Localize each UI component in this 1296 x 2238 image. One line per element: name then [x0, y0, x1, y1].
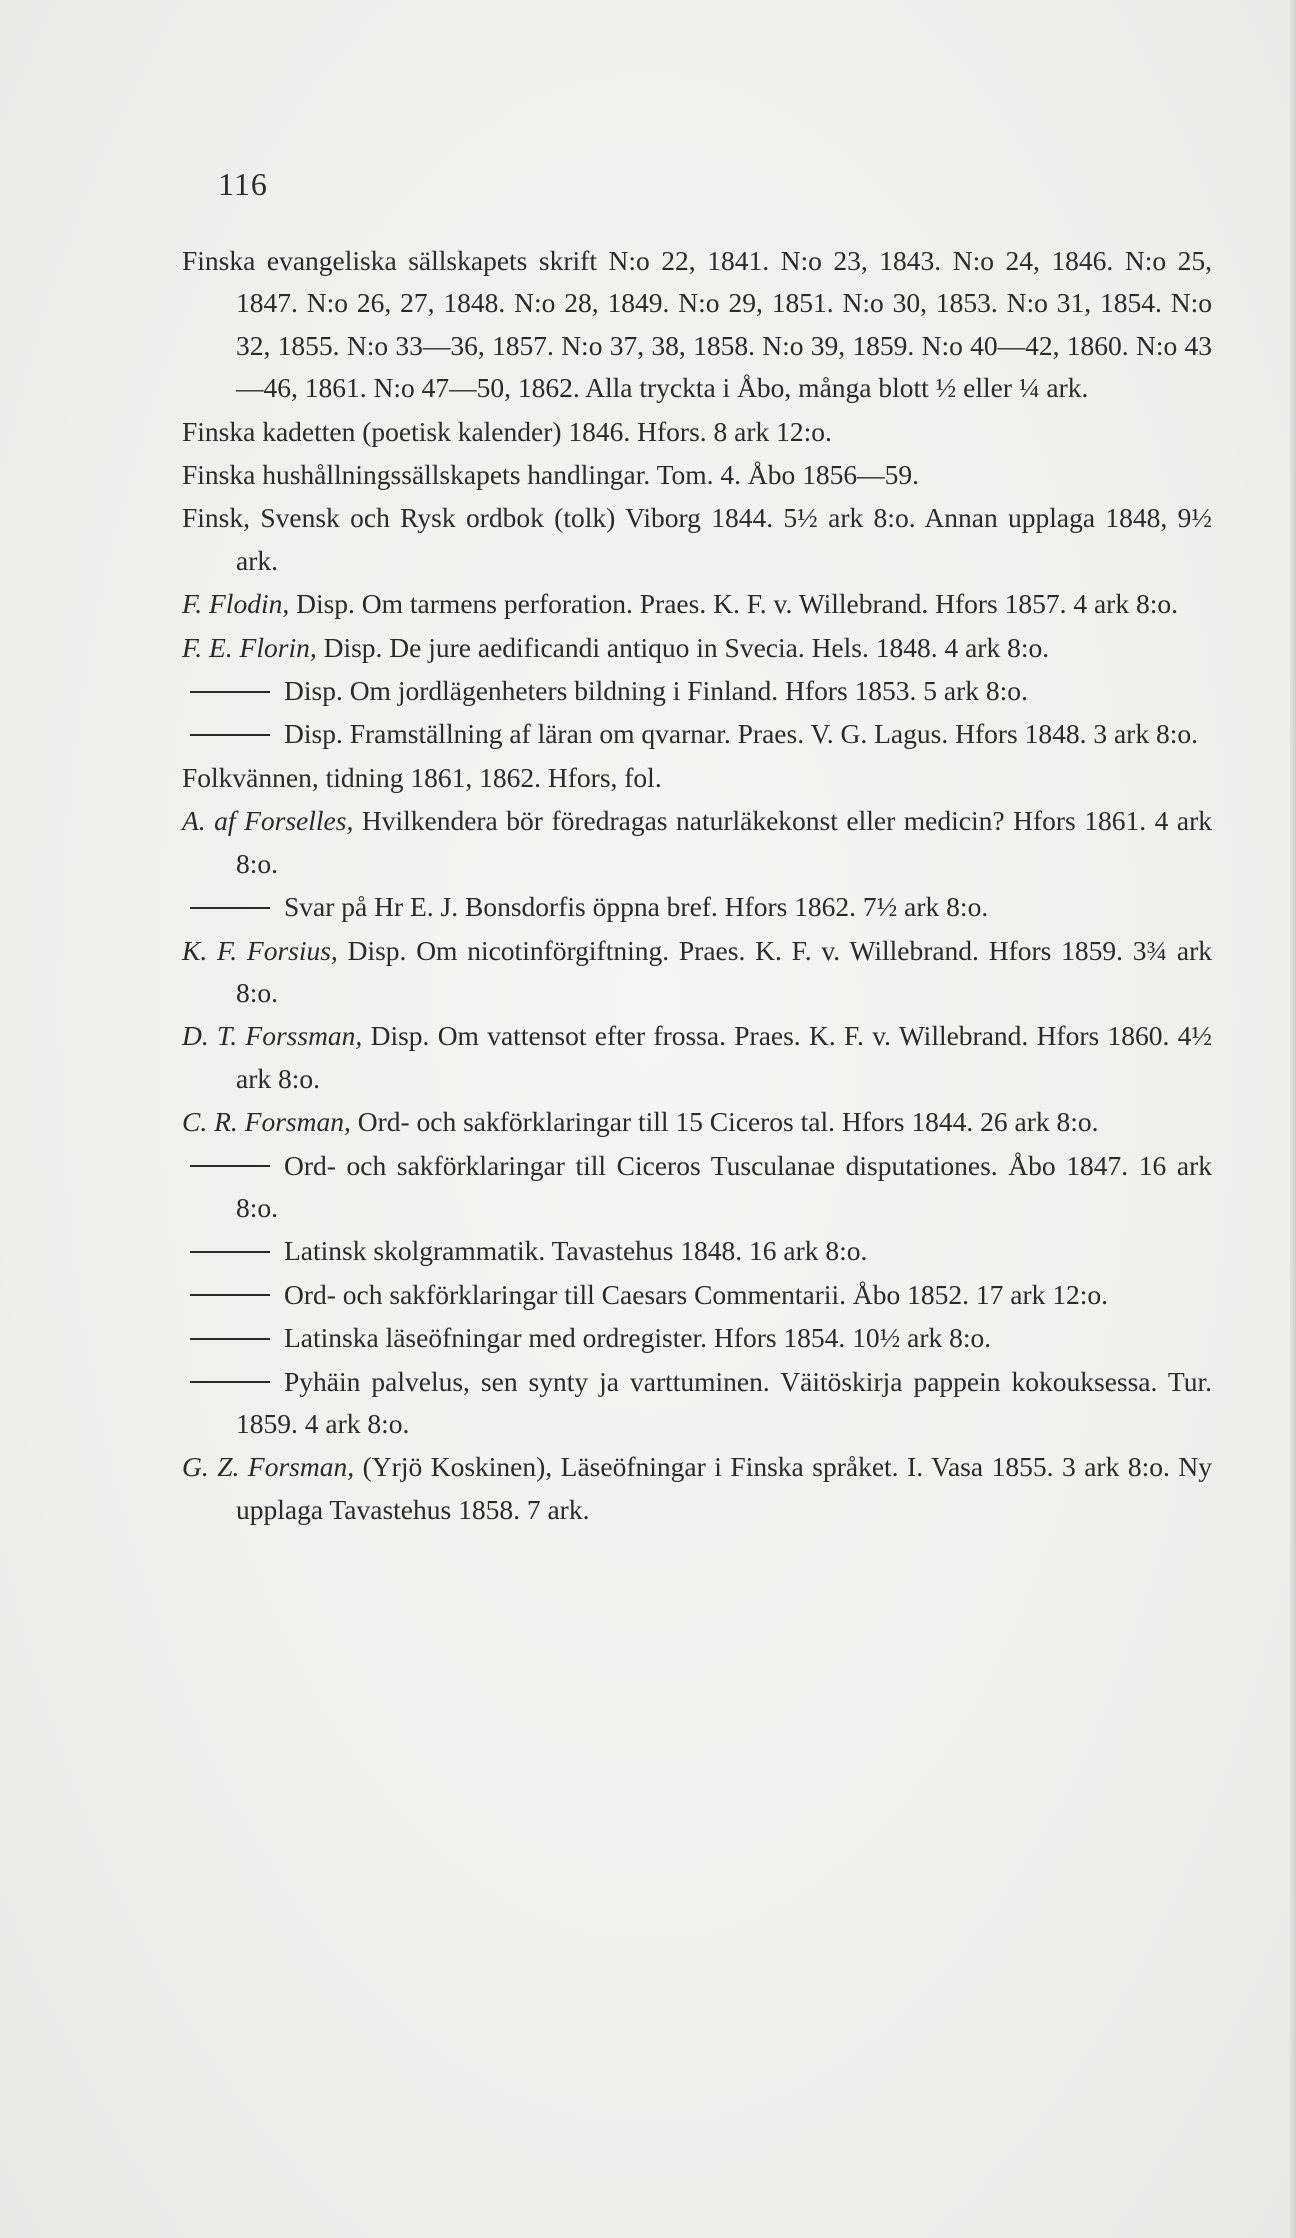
bibliography-entry — [182, 1446, 1212, 1531]
bibliography-entry — [182, 930, 1212, 1015]
entry-text: Ord- och sakförklaringar till Ciceros Tusculanae disputationes. Åbo 1847. 16 ark 8:o. — [236, 1149, 1212, 1223]
bibliography-entry — [182, 627, 1212, 669]
bibliography-entry — [182, 713, 1212, 755]
entry-text: Finska kadetten (poetisk kalender) 1846. Hfors. 8 ark 12:o. — [182, 415, 832, 447]
entry-text: Latinsk skolgrammatik. Tavastehus 1848. 16 ark 8:o. — [284, 1235, 868, 1267]
entry-author: C. R. Forsman, — [182, 1106, 351, 1138]
bibliography-entry — [182, 240, 1212, 410]
entry-text: Svar på Hr E. J. Bonsdorfis öppna bref. Hfors 1862. 7½ ark 8:o. — [284, 891, 989, 923]
entry-text: Disp. De jure aedificandi antiquo in Svecia. Hels. 1848. 4 ark 8:o. — [323, 631, 1050, 663]
ditto-dash — [190, 1165, 270, 1167]
entry-text: Disp. Om tarmens perforation. Praes. K. F. v. Willebrand. Hfors 1857. 4 ark 8:o. — [296, 588, 1178, 620]
bibliography-entry — [182, 886, 1212, 928]
page-number: 116 — [218, 166, 268, 202]
entry-text: Disp. Framställning af läran om qvarnar. Praes. V. G. Lagus. Hfors 1848. 3 ark 8:o. — [284, 718, 1198, 750]
entry-author: F. E. Florin, — [182, 631, 317, 663]
entry-text: Hvilkendera bör föredragas naturläkekonst eller medicin? Hfors 1861. 4 ark 8:o. — [236, 805, 1212, 879]
entry-author: A. af Forselles, — [182, 805, 354, 837]
bibliography-entry — [182, 1230, 1212, 1272]
entry-text: Folkvännen, tidning 1861, 1862. Hfors, fol. — [182, 761, 662, 793]
bibliography-list — [182, 240, 1212, 1532]
entry-text: Latinska läseöfningar med ordregister. Hfors 1854. 10½ ark 8:o. — [284, 1322, 992, 1354]
bibliography-entry — [182, 670, 1212, 712]
entry-text: (Yrjö Koskinen), Läseöfningar i Finska språket. I. Vasa 1855. 3 ark 8:o. Ny upplaga Tavastehus 1858. 7 ark. — [236, 1451, 1212, 1525]
bibliography-entry — [182, 1361, 1212, 1446]
bibliography-entry — [182, 800, 1212, 885]
entry-text: Ord- och sakförklaringar till 15 Ciceros tal. Hfors 1844. 26 ark 8:o. — [357, 1106, 1099, 1138]
ditto-dash — [190, 734, 270, 736]
ditto-dash — [190, 1381, 270, 1383]
bibliography-entry — [182, 411, 1212, 453]
entry-text: Pyhäin palvelus, sen synty ja varttuminen. Väitöskirja pappein kokouksessa. Tur. 1859. 4 ark 8:o. — [236, 1365, 1212, 1439]
entry-text: Disp. Om vattensot efter frossa. Praes. K. F. v. Willebrand. Hfors 1860. 4½ ark 8:o. — [236, 1020, 1212, 1094]
bibliography-entry — [182, 757, 1212, 799]
entry-text: Finska evangeliska sällskapets skrift N:o 22, 1841. N:o 23, 1843. N:o 24, 1846. N:o 25, 1847. N:o 26, 27, 1848. N:o 28, 1849. N:o 29, 1851. N:o 30, 1853. N:o 31, 1854. N:o 32, 1855. N:o 33—36, 1857. N:o 37, 38, 1858. N:o 39, 1859. N:o 40—42, 1860. N:o 43—46, 1861. N:o 47—50, 1862. Alla tryckta i Åbo, många blott ½ eller ¼ ark. — [182, 245, 1212, 404]
ditto-dash — [190, 1294, 270, 1296]
entry-author: F. Flodin, — [182, 588, 290, 620]
entry-text: Finska hushållningssällskapets handlingar. Tom. 4. Åbo 1856—59. — [182, 459, 919, 491]
bibliography-entry — [182, 1145, 1212, 1230]
bibliography-entry — [182, 583, 1212, 625]
bibliography-entry — [182, 1274, 1212, 1316]
entry-author: D. T. Forssman, — [182, 1020, 363, 1052]
ditto-dash — [190, 1338, 270, 1340]
ditto-dash — [190, 907, 270, 909]
bibliography-entry — [182, 1101, 1212, 1143]
entry-author: G. Z. Forsman, — [182, 1451, 355, 1483]
bibliography-entry — [182, 1015, 1212, 1100]
bibliography-entry — [182, 1317, 1212, 1359]
bibliography-entry — [182, 454, 1212, 496]
ditto-dash — [190, 1251, 270, 1253]
page-edge — [1290, 0, 1296, 2238]
bibliography-entry — [182, 497, 1212, 582]
ditto-dash — [190, 691, 270, 693]
entry-text: Disp. Om jordlägenheters bildning i Finland. Hfors 1853. 5 ark 8:o. — [284, 675, 1028, 707]
entry-author: K. F. Forsius, — [182, 934, 338, 966]
entry-text: Ord- och sakförklaringar till Caesars Commentarii. Åbo 1852. 17 ark 12:o. — [284, 1278, 1109, 1310]
entry-text: Disp. Om nicotinförgiftning. Praes. K. F. v. Willebrand. Hfors 1859. 3¾ ark 8:o. — [236, 934, 1213, 1008]
entry-text: Finsk, Svensk och Rysk ordbok (tolk) Viborg 1844. 5½ ark 8:o. Annan upplaga 1848, 9½ ark. — [182, 502, 1212, 576]
